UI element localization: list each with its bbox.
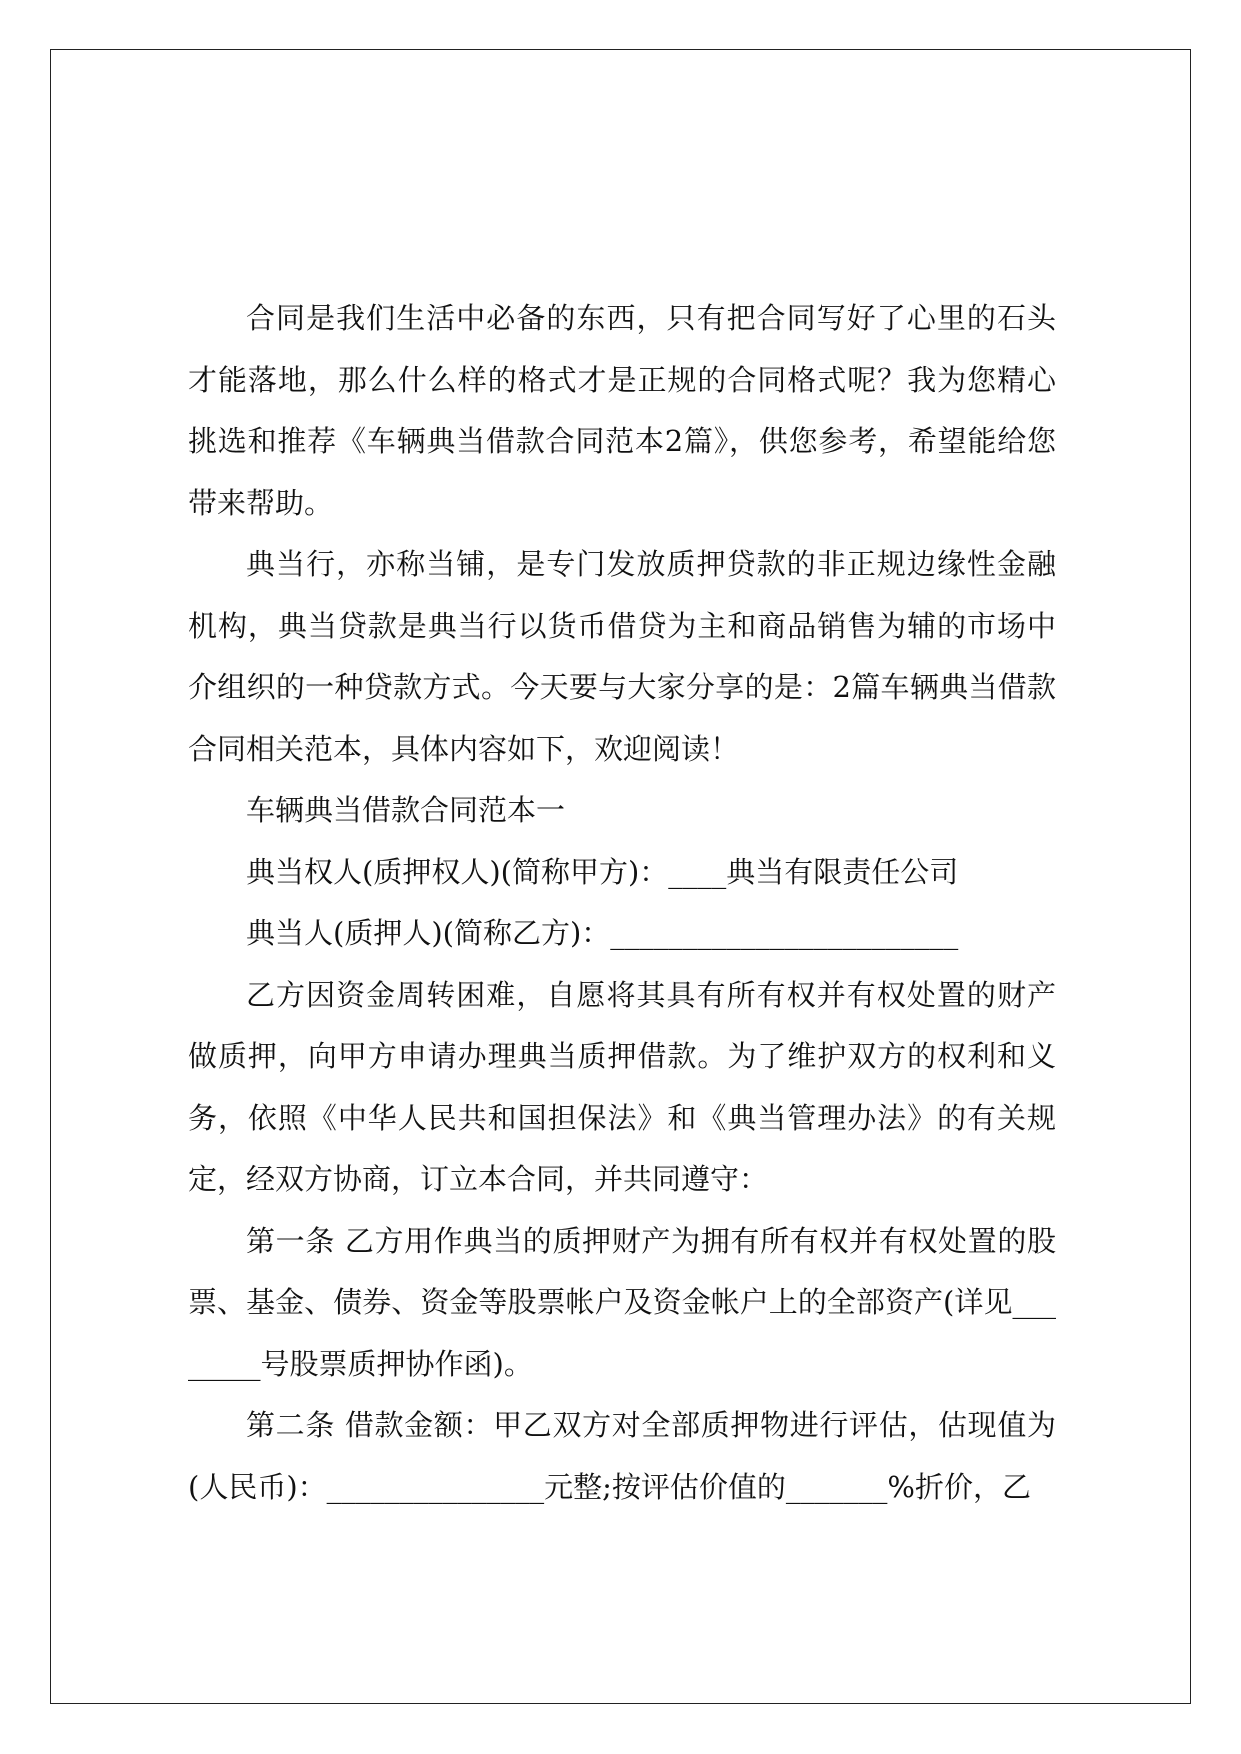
contract-title: 车辆典当借款合同范本一 [246, 793, 566, 827]
intro-paragraph: 合同是我们生活中必备的东西，只有把合同写好了心里的石头才能落地，那么什么样的格式才是正规的合同格式呢？我为您精心挑选和推荐《车辆典当借款合同范本2篇》，供您参考，希望能给您带来帮助。 [188, 301, 1056, 520]
pawnshop-description-paragraph: 典当行，亦称当铺，是专门发放质押贷款的非正规边缘性金融机构，典当贷款是典当行以货币借贷为主和商品销售为辅的市场中介组织的一种贷款方式。今天要与大家分享的是：2篇车辆典当借款合同相关范本，具体内容如下，欢迎阅读！ [188, 547, 1056, 766]
document-body [188, 288, 1056, 1518]
party-a-line: 典当权人(质押权人)(简称甲方)：____典当有限责任公司 [246, 854, 959, 889]
article-1-paragraph: 第一条 乙方用作典当的质押财产为拥有所有权并有权处置的股票、基金、债券、资金等股票帐户及资金帐户上的全部资产(详见________号股票质押协作函)。 [188, 1223, 1056, 1381]
article-2-paragraph: 第二条 借款金额：甲乙双方对全部质押物进行评估，估现值为(人民币)：_______________元整;按评估价值的_______%折价，乙 [188, 1408, 1056, 1504]
party-b-line: 典当人(质押人)(简称乙方)：________________________ [246, 916, 959, 950]
preamble-paragraph: 乙方因资金周转困难，自愿将其具有所有权并有权处置的财产做质押，向甲方申请办理典当质押借款。为了维护双方的权利和义务，依照《中华人民共和国担保法》和《典当管理办法》的有关规定，经双方协商，订立本合同，并共同遵守： [188, 977, 1056, 1196]
